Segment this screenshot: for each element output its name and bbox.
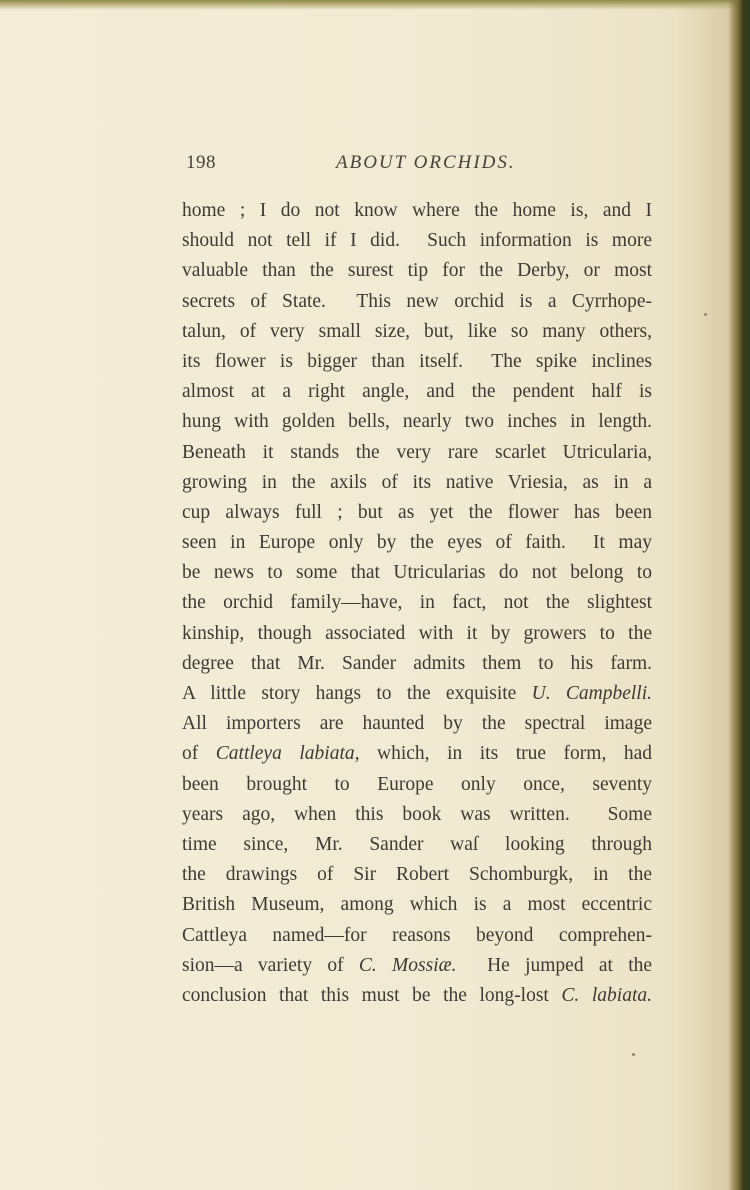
text-line <box>182 558 652 588</box>
text-line <box>182 226 652 256</box>
text-line <box>182 407 652 437</box>
paper-speck <box>704 313 707 316</box>
text-line <box>182 438 652 468</box>
text-line <box>182 317 652 347</box>
text-line <box>182 890 652 920</box>
text-line <box>182 800 652 830</box>
text-segment: Cattleya named—for reasons beyond comprehen- <box>182 924 652 946</box>
text-line <box>182 528 652 558</box>
text-segment: sion—a variety of <box>182 954 359 976</box>
text-segment: of <box>182 743 216 765</box>
body-text <box>182 196 652 1011</box>
text-segment: He jumped at the <box>456 954 653 976</box>
italic-text: C. Mossiæ. <box>358 954 457 976</box>
text-segment: degree that Mr. Sander admits them to his farm. <box>182 652 652 674</box>
text-line <box>182 498 652 528</box>
text-segment: growing in the axils of its native Vriesia, as in a <box>182 471 652 493</box>
text-segment: should not tell if I did. Such information is more <box>182 230 652 252</box>
italic-text: U. Campbelli. <box>531 683 652 704</box>
text-segment: All importers are haunted by the spectral image <box>182 713 652 735</box>
text-line <box>182 347 652 377</box>
text-segment: almost at a right angle, and the pendent half is <box>182 381 652 403</box>
text-line <box>182 770 652 800</box>
text-line <box>182 679 652 709</box>
text-segment: conclusion that this must be the long-lost <box>182 984 562 1006</box>
text-segment: the drawings of Sir Robert Schomburgk, in the <box>182 864 652 886</box>
running-title: ABOUT ORCHIDS. <box>336 152 516 173</box>
text-segment: hung with golden bells, nearly two inches in length. <box>182 411 652 433</box>
book-spine-edge <box>728 0 750 1190</box>
text-segment: valuable than the surest tip for the Derby, or most <box>182 260 652 282</box>
page-header <box>186 152 656 182</box>
text-line <box>182 921 652 951</box>
italic-text: C. labiata. <box>561 984 652 1006</box>
text-segment: time since, Mr. Sander waſ looking through <box>182 833 652 855</box>
text-line <box>182 709 652 739</box>
text-segment: A little story hangs to the exquisite <box>182 683 532 704</box>
text-line <box>182 287 652 317</box>
text-segment: seen in Europe only by the eyes of faith. It may <box>182 532 652 554</box>
text-line <box>182 377 652 407</box>
text-segment: which, in its true form, had <box>359 743 653 765</box>
text-line <box>182 649 652 679</box>
text-segment: home ; I do not know where the home is, and I <box>182 200 652 221</box>
text-segment: kinship, though associated with it by growers to the <box>182 622 652 644</box>
text-segment: been brought to Europe only once, seventy <box>182 773 652 795</box>
text-segment: the orchid family—have, in fact, not the slightest <box>182 592 652 614</box>
text-segment: talun, of very small size, but, like so many others, <box>182 320 652 342</box>
text-line <box>182 981 652 1011</box>
text-line <box>182 739 652 769</box>
text-line <box>182 860 652 890</box>
text-segment: British Museum, among which is a most eccentric <box>182 894 652 916</box>
text-line <box>182 196 652 226</box>
text-segment: years ago, when this book was written. Some <box>182 803 652 825</box>
paper-speck <box>632 1053 635 1056</box>
text-segment: its flower is bigger than itself. The spike inclines <box>182 350 652 372</box>
text-line <box>182 951 652 981</box>
italic-text: Cattleya labiata, <box>215 743 360 765</box>
text-line <box>182 256 652 286</box>
text-segment: cup always full ; but as yet the flower has been <box>182 501 652 523</box>
text-segment: secrets of State. This new orchid is a Cyrrhope- <box>182 290 652 312</box>
page-top-edge <box>0 0 750 10</box>
text-segment: Beneath it stands the very rare scarlet Utricularia, <box>182 441 652 463</box>
page-number: 198 <box>186 152 216 173</box>
text-line <box>182 468 652 498</box>
text-segment: be news to some that Utricularias do not belong to <box>182 562 652 584</box>
text-line <box>182 830 652 860</box>
text-line <box>182 588 652 618</box>
text-line <box>182 619 652 649</box>
